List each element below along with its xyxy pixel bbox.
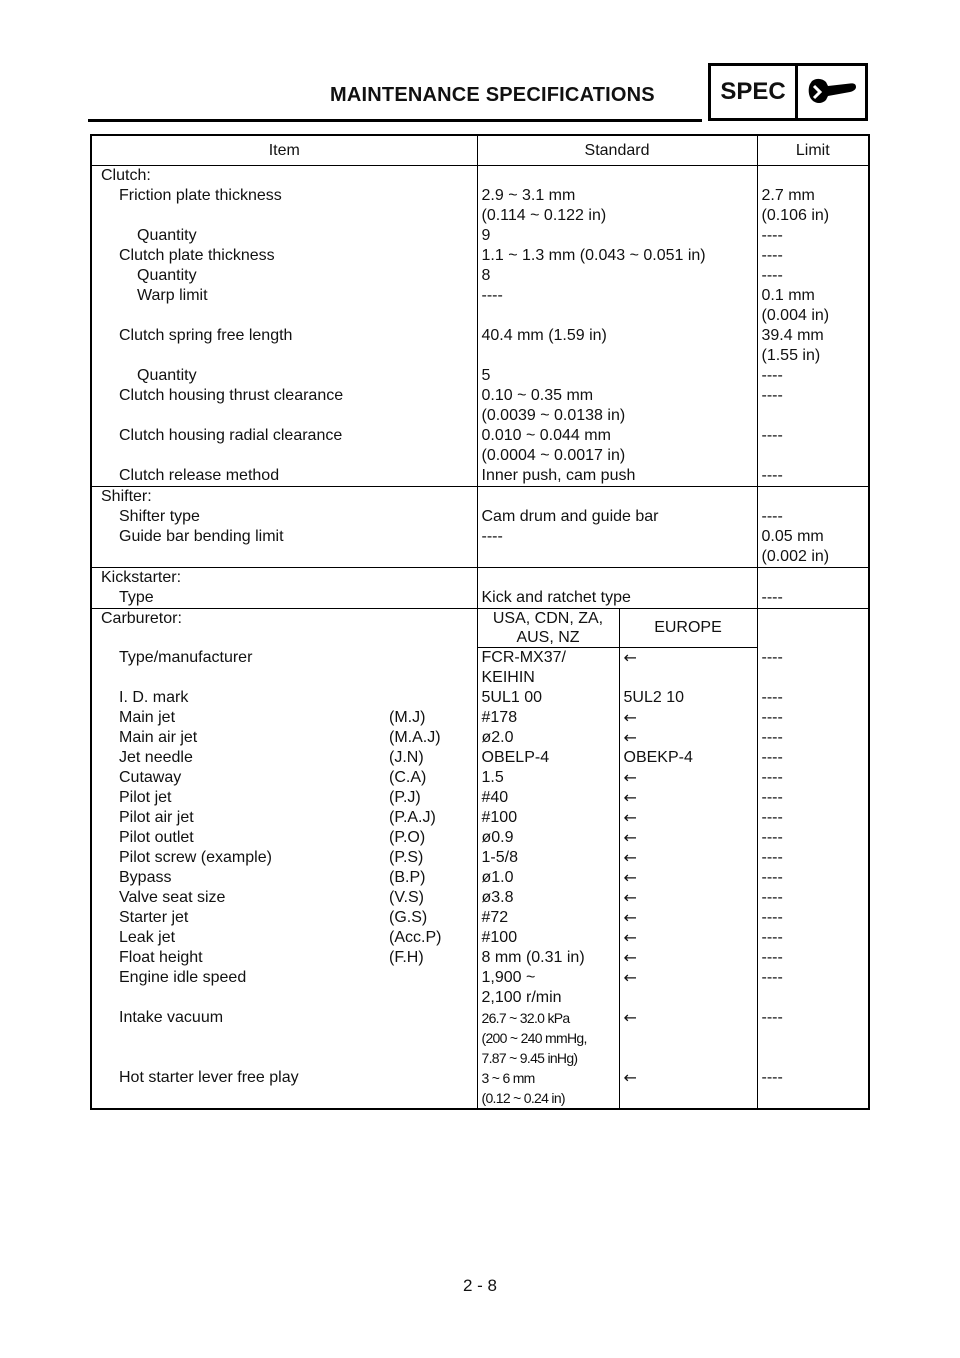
usa-cell — [477, 728, 619, 748]
cell-line: 1,900 ~ — [481, 969, 536, 986]
item-cell — [91, 708, 477, 728]
usa-cell — [477, 648, 619, 689]
standard-cell — [477, 426, 757, 466]
item-cell: Clutch housing thrust clearance — [91, 386, 477, 426]
table-row — [91, 768, 869, 788]
cell-line: ---- — [761, 508, 783, 525]
cell-line: ---- — [481, 287, 503, 304]
spec-badge — [708, 63, 868, 121]
limit-cell — [757, 527, 869, 568]
item-code: (B.P) — [389, 869, 426, 886]
item-label: Type/manufacturer — [119, 648, 253, 666]
table-row — [91, 848, 869, 868]
item-label: Engine idle speed — [119, 969, 247, 986]
table-row — [91, 266, 869, 286]
table-row — [91, 466, 869, 487]
cell-line: #100 — [481, 929, 518, 946]
cell-line: 8 mm (0.31 in) — [481, 949, 585, 966]
item-code: (V.S) — [389, 889, 424, 906]
limit-cell: ---- — [761, 1069, 783, 1086]
table-row — [91, 748, 869, 768]
usa-cell — [477, 848, 619, 868]
table-row — [91, 688, 869, 708]
cell-line: (0.114 ~ 0.122 in) — [481, 207, 607, 224]
limit-cell: ---- — [761, 689, 783, 706]
cell-line: FCR-MX37/ — [481, 649, 566, 666]
europe-cell: ← — [619, 868, 757, 888]
standard-cell — [477, 527, 757, 568]
usa-cell — [477, 688, 619, 708]
section-heading: Shifter: — [91, 487, 477, 508]
item-cell — [91, 928, 477, 948]
limit-cell: ---- — [761, 929, 783, 946]
item-cell — [91, 948, 477, 968]
col-header-standard: Standard — [477, 135, 757, 166]
section-heading: Carburetor: — [91, 609, 477, 648]
limit-cell — [757, 507, 869, 527]
cell-line: 2.7 mm — [761, 187, 815, 204]
wrench-icon — [798, 66, 865, 118]
cell-line: 5UL1 00 — [481, 689, 542, 706]
item-cell: Friction plate thickness — [91, 186, 477, 226]
limit-cell: ---- — [761, 709, 783, 726]
europe-cell: ← — [619, 648, 757, 689]
empty-cell — [477, 166, 757, 187]
limit-cell: ---- — [761, 729, 783, 746]
item-cell — [91, 828, 477, 848]
item-cell — [91, 748, 477, 768]
standard-cell — [477, 326, 757, 366]
item-code: (F.H) — [389, 949, 424, 966]
cell-line: Cam drum and guide bar — [481, 508, 659, 525]
limit-cell: ---- — [761, 909, 783, 926]
item-cell: Warp limit — [91, 286, 477, 326]
standard-cell — [477, 286, 757, 326]
cell-line: #100 — [481, 809, 518, 826]
item-label: Bypass — [119, 869, 172, 886]
usa-cell — [477, 788, 619, 808]
item-cell — [91, 768, 477, 788]
usa-cell — [477, 888, 619, 908]
item-label: Pilot jet — [119, 789, 172, 806]
table-row — [91, 968, 869, 1008]
table-row — [91, 507, 869, 527]
empty-cell — [477, 568, 757, 589]
usa-cell — [477, 1008, 619, 1068]
cell-line: #40 — [481, 789, 509, 806]
europe-cell: ← — [619, 768, 757, 788]
limit-cell: ---- — [761, 789, 783, 806]
item-cell: Quantity — [91, 226, 477, 246]
item-cell — [91, 1008, 477, 1068]
item-cell: Clutch spring free length — [91, 326, 477, 366]
cell-line: ---- — [481, 528, 503, 545]
item-cell — [91, 908, 477, 928]
cell-line: ø3.8 — [481, 889, 514, 906]
cell-line: ø1.0 — [481, 869, 514, 886]
limit-cell: ---- — [761, 829, 783, 846]
table-row — [91, 1068, 869, 1109]
usa-cell — [477, 948, 619, 968]
cell-line: USA, CDN, ZA, — [492, 610, 604, 627]
cell-line: 39.4 mm — [761, 327, 824, 344]
cell-line: OBELP-4 — [481, 749, 550, 766]
cell-line: 0.010 ~ 0.044 mm — [481, 427, 611, 444]
cell-line: 7.87 ~ 9.45 inHg) — [481, 1050, 578, 1066]
item-label: Jet needle — [119, 749, 193, 766]
empty-cell — [757, 609, 869, 648]
europe-cell: ← — [619, 1008, 757, 1068]
page-title: MAINTENANCE SPECIFICATIONS — [330, 84, 655, 106]
usa-cell — [477, 768, 619, 788]
cell-line: ---- — [761, 387, 783, 404]
table-row — [91, 527, 869, 568]
table-row — [91, 808, 869, 828]
limit-cell: ---- — [761, 809, 783, 826]
section-heading-row — [91, 609, 869, 648]
section-heading: Clutch: — [91, 166, 477, 187]
standard-cell — [477, 186, 757, 226]
item-code: (J.N) — [389, 749, 424, 766]
limit-cell: ---- — [761, 849, 783, 866]
limit-cell: ---- — [761, 889, 783, 906]
subcol-header-usa — [477, 609, 619, 648]
europe-cell: ← — [619, 908, 757, 928]
item-cell — [91, 868, 477, 888]
item-cell — [91, 888, 477, 908]
table-row — [91, 788, 869, 808]
item-cell: Clutch release method — [91, 466, 477, 487]
standard-cell — [477, 386, 757, 426]
standard-cell — [477, 246, 757, 266]
limit-cell: ---- — [761, 648, 783, 666]
cell-line: AUS, NZ — [516, 629, 580, 646]
usa-cell — [477, 708, 619, 728]
cell-line: ---- — [761, 367, 783, 384]
table-row — [91, 1008, 869, 1068]
header-rule — [88, 119, 702, 122]
usa-cell — [477, 808, 619, 828]
item-code: (G.S) — [389, 909, 428, 926]
item-label: Cutaway — [119, 769, 182, 786]
cell-line: #178 — [481, 709, 518, 726]
item-code: (M.J) — [389, 709, 426, 726]
table-row — [91, 246, 869, 266]
europe-cell: 5UL2 10 — [619, 688, 757, 708]
limit-cell: ---- — [761, 1009, 783, 1026]
usa-cell — [477, 828, 619, 848]
europe-cell: ← — [619, 928, 757, 948]
usa-cell — [477, 928, 619, 948]
item-label: Intake vacuum — [119, 1009, 224, 1026]
standard-cell — [477, 266, 757, 286]
table-row — [91, 908, 869, 928]
table-row — [91, 648, 869, 689]
cell-line: 8 — [481, 267, 491, 284]
item-label: Valve seat size — [119, 889, 226, 906]
item-cell: Quantity — [91, 266, 477, 286]
table-row — [91, 386, 869, 426]
empty-cell — [757, 487, 869, 508]
section-heading-row — [91, 568, 869, 589]
table-row — [91, 868, 869, 888]
cell-line: ---- — [761, 227, 783, 244]
table-row — [91, 186, 869, 226]
empty-cell — [477, 487, 757, 508]
standard-cell — [477, 226, 757, 246]
europe-cell: ← — [619, 828, 757, 848]
col-header-item: Item — [91, 135, 477, 166]
item-label: Main jet — [119, 709, 176, 726]
cell-line: ---- — [761, 589, 783, 606]
table-row — [91, 708, 869, 728]
item-cell — [91, 848, 477, 868]
cell-line: ø2.0 — [481, 729, 514, 746]
cell-line: 1.5 — [481, 769, 504, 786]
europe-cell: ← — [619, 728, 757, 748]
cell-line: 2.9 ~ 3.1 mm — [481, 187, 576, 204]
cell-line: 0.05 mm — [761, 528, 824, 545]
limit-cell: ---- — [761, 969, 783, 986]
table-row — [91, 286, 869, 326]
cell-line: ---- — [761, 467, 783, 484]
item-label: Pilot screw (example) — [119, 849, 272, 866]
spec-table — [90, 134, 870, 1110]
europe-cell: ← — [619, 808, 757, 828]
limit-cell: ---- — [761, 749, 783, 766]
table-row — [91, 426, 869, 466]
item-label: Pilot air jet — [119, 809, 194, 826]
item-code: (M.A.J) — [389, 729, 441, 746]
item-label: Pilot outlet — [119, 829, 194, 846]
cell-line: (0.106 in) — [761, 207, 830, 224]
table-row — [91, 888, 869, 908]
limit-cell — [757, 466, 869, 487]
usa-cell — [477, 748, 619, 768]
limit-cell — [757, 266, 869, 286]
empty-cell — [757, 568, 869, 589]
spec-badge-label: SPEC — [711, 66, 798, 118]
limit-cell — [757, 326, 869, 366]
standard-cell — [477, 588, 757, 609]
item-cell — [91, 808, 477, 828]
item-code: (P.A.J) — [389, 809, 436, 826]
cell-line: ---- — [761, 267, 783, 284]
cell-line: 26.7 ~ 32.0 kPa — [481, 1010, 570, 1026]
empty-cell — [757, 166, 869, 187]
cell-line: KEIHIN — [481, 669, 535, 686]
cell-line: ---- — [761, 247, 783, 264]
item-label: Leak jet — [119, 929, 176, 946]
europe-cell: ← — [619, 848, 757, 868]
limit-cell — [757, 186, 869, 226]
cell-line: 0.10 ~ 0.35 mm — [481, 387, 594, 404]
table-row — [91, 948, 869, 968]
item-cell — [91, 688, 477, 708]
cell-line: (0.002 in) — [761, 548, 830, 565]
cell-line: 2,100 r/min — [481, 989, 562, 1006]
table-row — [91, 828, 869, 848]
section-heading: Kickstarter: — [91, 568, 477, 589]
item-label: Starter jet — [119, 909, 189, 926]
item-code: (Acc.P) — [389, 929, 442, 946]
europe-cell: ← — [619, 948, 757, 968]
europe-cell: OBEKP-4 — [619, 748, 757, 768]
limit-cell — [757, 286, 869, 326]
limit-cell — [757, 588, 869, 609]
item-code: (C.A) — [389, 769, 427, 786]
subcol-header-europe: EUROPE — [619, 609, 757, 648]
table-row — [91, 928, 869, 948]
cell-line: (0.12 ~ 0.24 in) — [481, 1090, 565, 1106]
limit-cell — [757, 226, 869, 246]
limit-cell — [757, 386, 869, 426]
cell-line: #72 — [481, 909, 509, 926]
limit-cell — [757, 246, 869, 266]
cell-line: (0.004 in) — [761, 307, 830, 324]
col-header-limit: Limit — [757, 135, 869, 166]
item-label: Main air jet — [119, 729, 198, 746]
europe-cell: ← — [619, 708, 757, 728]
limit-cell: ---- — [761, 869, 783, 886]
item-code: (P.S) — [389, 849, 424, 866]
cell-line: (1.55 in) — [761, 347, 821, 364]
item-code: (P.O) — [389, 829, 426, 846]
item-cell: Clutch plate thickness — [91, 246, 477, 266]
europe-cell: ← — [619, 1068, 757, 1109]
limit-cell: ---- — [761, 949, 783, 966]
cell-line: (200 ~ 240 mmHg, — [481, 1030, 587, 1046]
cell-line: 1.1 ~ 1.3 mm (0.043 ~ 0.051 in) — [481, 247, 706, 264]
cell-line: 3 ~ 6 mm — [481, 1070, 535, 1086]
usa-cell — [477, 868, 619, 888]
cell-line: 5 — [481, 367, 491, 384]
section-heading-row — [91, 487, 869, 508]
limit-cell — [757, 366, 869, 386]
standard-cell — [477, 366, 757, 386]
cell-line: 1-5/8 — [481, 849, 518, 866]
table-row — [91, 588, 869, 609]
limit-cell — [757, 426, 869, 466]
item-cell — [91, 788, 477, 808]
usa-cell — [477, 908, 619, 928]
section-heading-row — [91, 166, 869, 187]
usa-cell — [477, 968, 619, 1008]
standard-cell — [477, 466, 757, 487]
cell-line: 40.4 mm (1.59 in) — [481, 327, 607, 344]
table-row — [91, 226, 869, 246]
item-cell — [91, 728, 477, 748]
cell-line: 0.1 mm — [761, 287, 815, 304]
table-row — [91, 366, 869, 386]
cell-line: Inner push, cam push — [481, 467, 636, 484]
item-label: Hot starter lever free play — [119, 1069, 299, 1086]
item-cell: Guide bar bending limit — [91, 527, 477, 568]
item-cell — [91, 1068, 477, 1109]
europe-cell: ← — [619, 788, 757, 808]
cell-line: ø0.9 — [481, 829, 514, 846]
cell-line: 9 — [481, 227, 491, 244]
cell-line: (0.0004 ~ 0.0017 in) — [481, 447, 626, 464]
item-cell: Quantity — [91, 366, 477, 386]
item-cell — [91, 648, 477, 689]
cell-line: ---- — [761, 427, 783, 444]
table-row — [91, 326, 869, 366]
item-label: I. D. mark — [119, 689, 189, 706]
item-cell: Shifter type — [91, 507, 477, 527]
europe-cell: ← — [619, 888, 757, 908]
standard-cell — [477, 507, 757, 527]
limit-cell: ---- — [761, 769, 783, 786]
cell-line: Kick and ratchet type — [481, 589, 631, 606]
usa-cell — [477, 1068, 619, 1109]
item-label: Float height — [119, 949, 203, 966]
table-row — [91, 728, 869, 748]
item-code: (P.J) — [389, 789, 421, 806]
europe-cell: ← — [619, 968, 757, 1008]
item-cell: Type — [91, 588, 477, 609]
page-number: 2 - 8 — [462, 1276, 498, 1295]
item-cell — [91, 968, 477, 1008]
cell-line: (0.0039 ~ 0.0138 in) — [481, 407, 626, 424]
table-header-row — [91, 135, 869, 166]
item-cell: Clutch housing radial clearance — [91, 426, 477, 466]
